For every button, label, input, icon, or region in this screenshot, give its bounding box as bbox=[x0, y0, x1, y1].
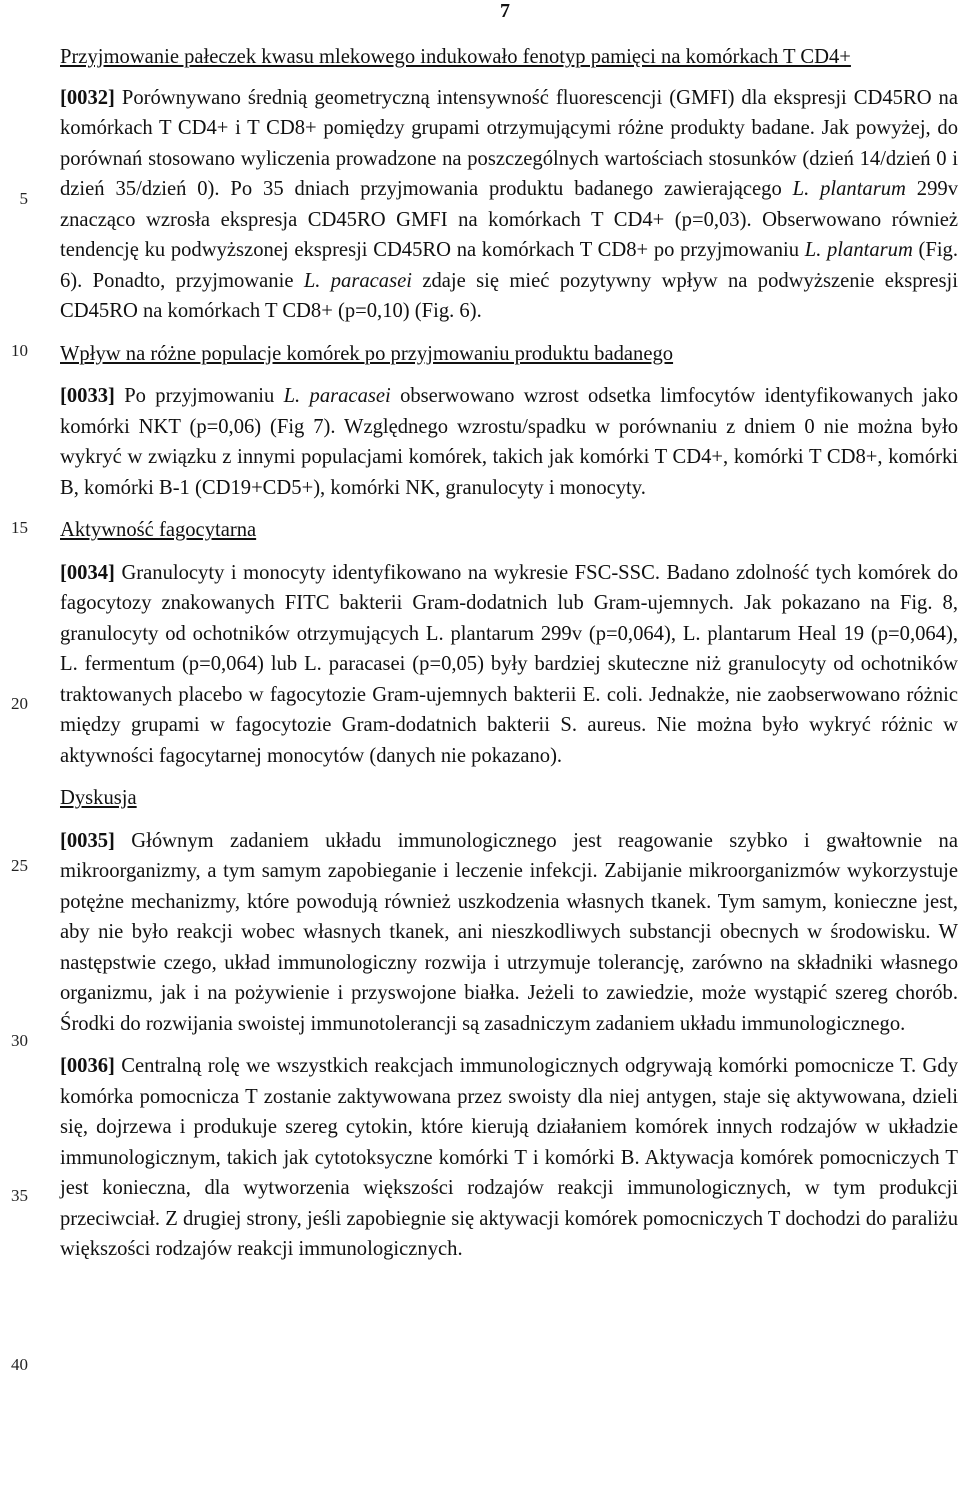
paragraph-text: Centralną rolę we wszystkich reakcjach immunologicznych odgrywają komórki pomocnicze T. Gdy komórka pomocnicza T zostanie zaktywowana przez swoisty dla niej antygen, staje się aktywowana, dzieli się, dojrzewa i produkuje szereg cytokin, które kierują działaniem komórek innych rodzajów w układzie immunologicznym, takich jak cytotoksyczne komórki T i komórki B. Aktywacja komórek pomocniczych T jest konieczna, dla wytworzenia większości rodzajów reakcji immunologicznych, w tym produkcji przeciwciał. Z drugiej strony, jeśli zapobiegnie się aktywacji komórek pomocniczych T dochodzi do paraliżu większości rodzajów reakcji immunologicznych. bbox=[60, 1055, 958, 1260]
paragraph-text: Głównym zadaniem układu immunologicznego jest reagowanie szybko i gwałtownie na mikroorganizmy, a tym samym zapobieganie i leczenie infekcji. Zabijanie mikroorganizmów wykorzystuje potężne mechanizmy, które powodują również uszkodzenia własnych tkanek. Tym samym, konieczne jest, aby nie było reakcji wobec własnych tkanek, ani nieszkodliwych substancji obecnych w środowisku. W następstwie czego, układ immunologiczny rozwija i utrzymuje tolerancję, zarówno na składniki własnego organizmu, jak i na pożywienie i przyswojone białka. Jeżeli to zawiedzie, może wystąpić szereg chorób. Środki do rozwijania swoistej immunotolerancji są zasadniczym zadaniem układu immunologicznego. bbox=[60, 829, 958, 1035]
paragraph-text: Porównywano średnią geometryczną intensywność fluorescencji (GMFI) dla ekspresji CD45RO na komórkach T CD4+ i T CD8+ pomiędzy grupami otrzymującymi różne produkty badane. Jak powyżej, do porównań stosowano wyliczenia prowadzone na poszczególnych wartościach stosunków (dzień 14/dzień 0 i dzień 35/dzień 0). Po 35 dniach przyjmowania produktu badanego zawierającego bbox=[60, 86, 958, 200]
paragraph-text: Granulocyty i monocyty identyfikowano na wykresie FSC-SSC. Badano zdolność tych komórek do fagocytozy znakowanych FITC bakterii Gram-dodatnich lub Gram-ujemnych. Jak pokazano na Fig. 8, granulocyty od ochotników otrzymujących L. plantarum 299v (p=0,064), L. plantarum Heal 19 (p=0,064), L. fermentum (p=0,064) lub L. paracasei (p=0,05) były bardziej skuteczne niż granulocyty od ochotników traktowanych placebo w fagocytozie Gram-ujemnych bakterii E. coli. Jednakże, nie zaobserwowano różnic między grupami w fagocytozie Gram-dodatnich bakterii S. aureus. Nie można było wykryć różnic w aktywności fagocytarnej monocytów (danych nie pokazano). bbox=[60, 561, 958, 767]
species-name: L. plantarum bbox=[804, 239, 913, 261]
section-heading: Wpływ na różne populacje komórek po przyjmowaniu produktu badanego bbox=[60, 342, 674, 365]
paragraph-0036 bbox=[60, 1051, 958, 1265]
paragraph-text: zdaje się mieć pozytywny wpływ na podwyższenie ekspresji CD45RO na komórkach T CD8+ (p=0,10) (Fig. 6). bbox=[60, 269, 958, 322]
paragraph-number: [0035] bbox=[60, 829, 115, 852]
paragraph-text: Po przyjmowaniu bbox=[114, 385, 284, 407]
section-heading: Aktywność fagocytarna bbox=[60, 519, 257, 541]
paragraph-0032 bbox=[60, 83, 958, 327]
species-name: L. paracasei bbox=[303, 269, 412, 292]
paragraph-text: 299v znacząco wzrosła ekspresja CD45RO GMFI na komórkach T CD4+ (p=0,03). Obserwowano również tendencję ku podwyższonej ekspresji CD45RO na komórkach T CD8+ po przyjmowaniu bbox=[60, 178, 958, 261]
species-name: L. plantarum bbox=[792, 178, 906, 200]
paragraph-number: [0033] bbox=[60, 385, 115, 407]
paragraph-number: [0036] bbox=[60, 1055, 115, 1077]
line-number: 30 bbox=[11, 1031, 28, 1050]
line-number: 15 bbox=[11, 518, 28, 537]
line-number: 20 bbox=[11, 694, 28, 713]
paragraph-0033 bbox=[60, 381, 958, 503]
paragraph-0034 bbox=[60, 558, 958, 772]
line-number: 25 bbox=[11, 856, 28, 875]
paragraph-number: [0034] bbox=[60, 561, 115, 584]
paragraph-text: obserwowano wzrost odsetka limfocytów identyfikowanych jako komórki NKT (p=0,06) (Fig 7). Względnego wzrostu/spadku w porównaniu z dniem 0 nie można było wykryć w związku z innymi populacjami komórek, takich jak komórki T CD4+, komórki T CD8+, komórki B, komórki B-1 (CD19+CD5+), komórki NK, granulocyty i monocyty. bbox=[60, 385, 958, 499]
document-body bbox=[60, 42, 958, 1265]
section-heading: Dyskusja bbox=[60, 787, 137, 809]
species-name: L. paracasei bbox=[283, 385, 391, 407]
section-heading: Przyjmowanie pałeczek kwasu mlekowego indukowało fenotyp pamięci na komórkach T CD4+ bbox=[60, 46, 851, 68]
line-number: 10 bbox=[11, 341, 28, 360]
paragraph-0035 bbox=[60, 826, 958, 1040]
line-number: 40 bbox=[11, 1355, 28, 1374]
page-number: 7 bbox=[500, 0, 510, 22]
paragraph-number: [0032] bbox=[60, 86, 115, 109]
line-number: 35 bbox=[11, 1186, 28, 1205]
line-number: 5 bbox=[19, 189, 28, 208]
paragraph-text: (Fig. 6). Ponadto, przyjmowanie bbox=[60, 239, 958, 292]
